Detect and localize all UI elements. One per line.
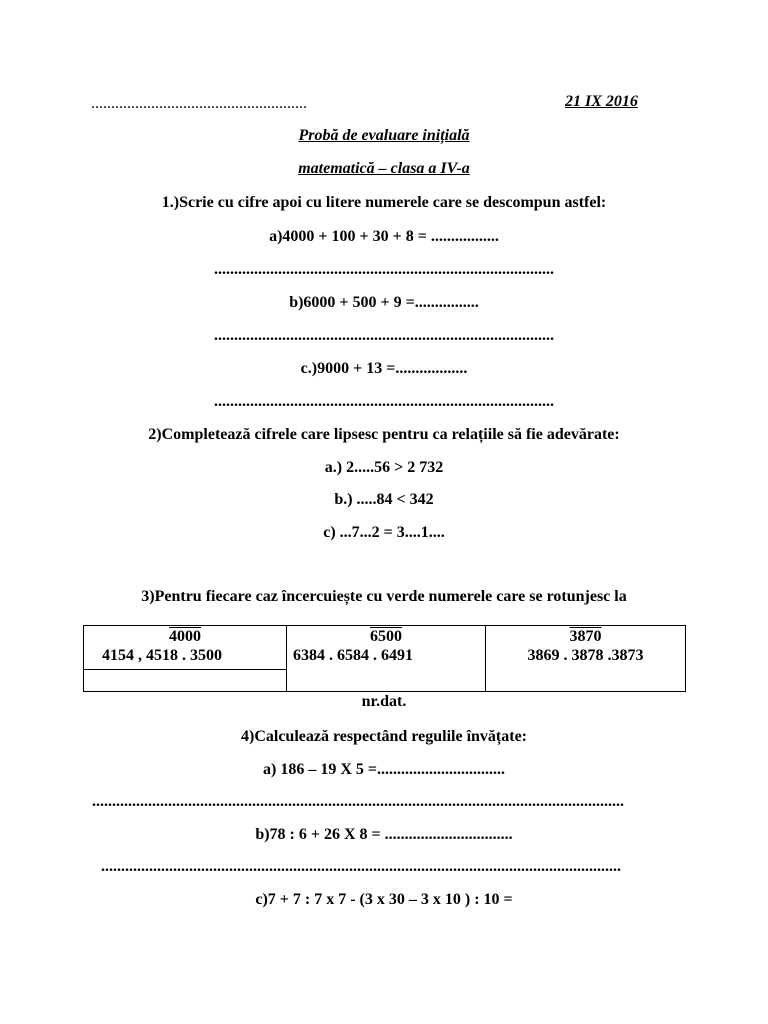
q4-b-answer-line: .................................................................................................................................. <box>101 858 621 875</box>
rounding-cell-2 <box>287 626 486 692</box>
rounding-numbers-3: 3869 . 3878 .3873 <box>527 647 644 664</box>
q3-prompt: 3)Pentru fiecare caz încercuiește cu verde numerele care se rotunjesc la <box>141 588 627 605</box>
q4-a-answer-line: ..................................................................................................................................... <box>92 793 624 810</box>
name-blank: ...................................................... <box>91 95 307 112</box>
rounding-table <box>83 625 686 692</box>
q1-b-answer-line: ..................................................................................... <box>214 327 554 344</box>
q1-b: b)6000 + 500 + 9 =................ <box>289 294 479 311</box>
rounding-cell-1 <box>84 626 287 692</box>
q4-a: a) 186 – 19 X 5 =................................ <box>263 761 505 778</box>
rounding-numbers-2: 6384 . 6584 . 6491 <box>293 647 413 664</box>
q1-prompt: 1.)Scrie cu cifre apoi cu litere numerele care se descompun astfel: <box>161 194 607 211</box>
q4-prompt: 4)Calculează respectând regulile învățate: <box>240 728 528 745</box>
rounding-target-2: 6500 <box>370 628 402 645</box>
q2-b: b.) .....84 < 342 <box>334 491 434 508</box>
page-title: Probă de evaluare inițială <box>298 127 470 144</box>
rounding-numbers-1: 4154 , 4518 . 3500 <box>102 647 222 664</box>
q1-c: c.)9000 + 13 =.................. <box>300 360 468 377</box>
date: 21 IX 2016 <box>565 93 638 110</box>
rounding-target-1: 4000 <box>169 628 201 645</box>
q4-b: b)78 : 6 + 26 X 8 = ................................ <box>255 826 513 843</box>
rounding-target-3: 3870 <box>569 628 602 645</box>
q1-a: a)4000 + 100 + 30 + 8 = ................. <box>269 228 499 245</box>
q1-a-answer-line: ..................................................................................... <box>214 261 554 278</box>
class-label: – clasa a IV-a <box>374 160 470 177</box>
q2-c: c) ...7...2 = 3....1.... <box>323 524 445 541</box>
subtitle <box>0 160 768 178</box>
rounding-cell-3 <box>486 626 686 692</box>
q4-c: c)7 + 7 : 7 x 7 - (3 x 30 – 3 x 10 ) : 10 = <box>255 891 513 908</box>
q3-suffix: nr.dat. <box>361 693 407 710</box>
subject: matematică <box>298 160 375 177</box>
q2-prompt: 2)Completează cifrele care lipsesc pentru ca relațiile să fie adevărate: <box>148 426 620 443</box>
q2-a: a.) 2.....56 > 2 732 <box>324 459 444 476</box>
q1-c-answer-line: ..................................................................................... <box>214 393 554 410</box>
rounding-cell-1-answer <box>84 669 286 691</box>
